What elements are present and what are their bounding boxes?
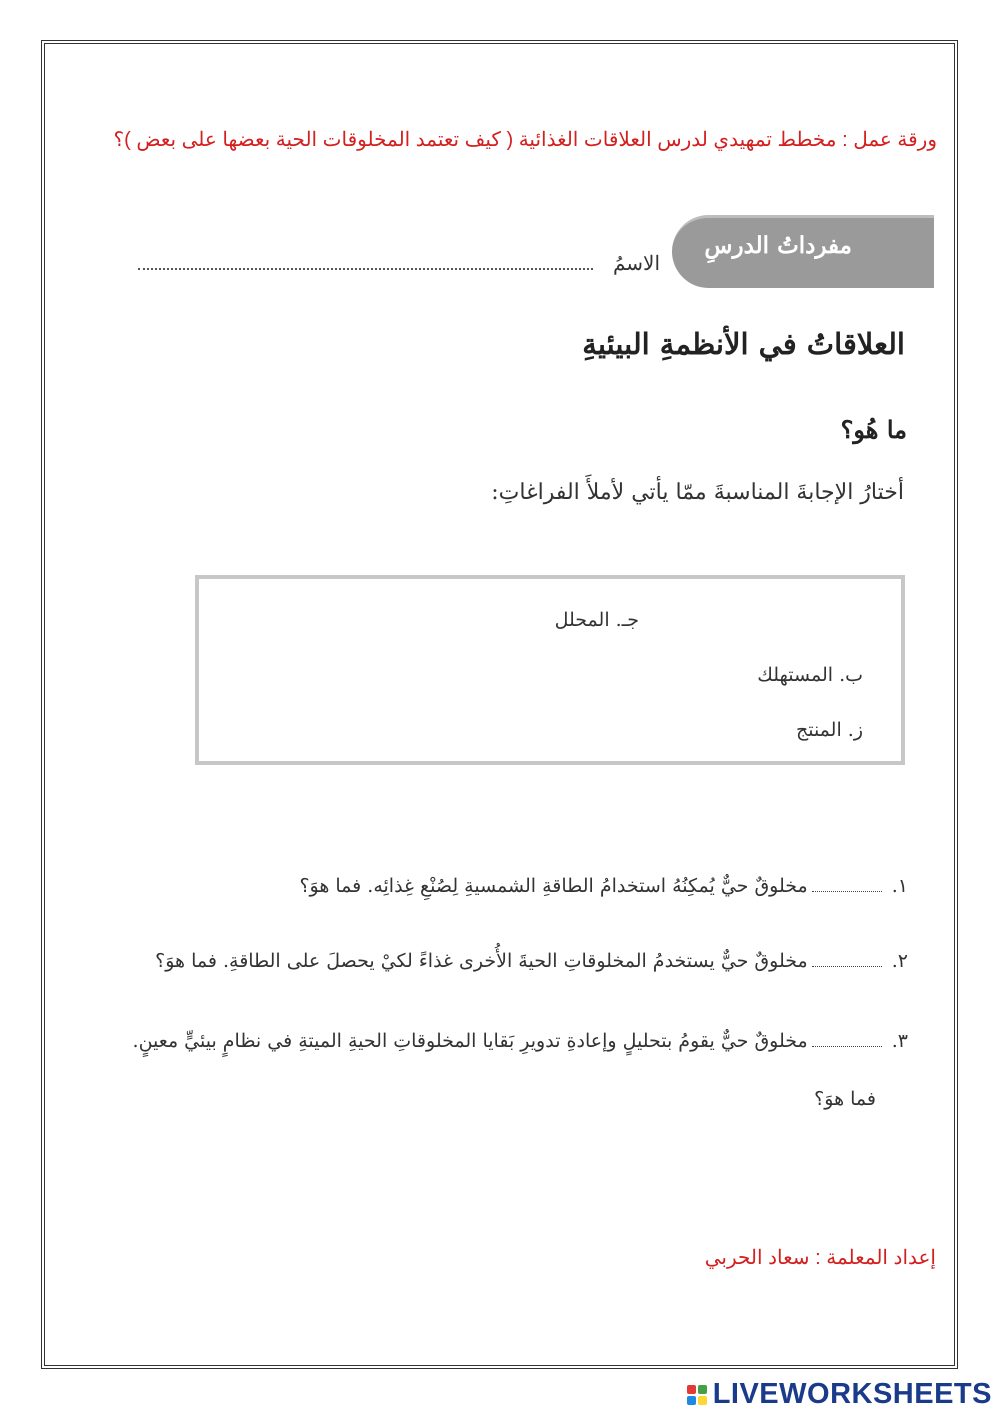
question-number: ٢. <box>891 950 908 972</box>
teacher-credit: إعداد المعلمة : سعاد الحربي <box>704 1247 936 1269</box>
choice-decomposer: جـ. المحلل <box>554 609 639 631</box>
answer-blank-2[interactable] <box>812 966 882 967</box>
answer-blank-1[interactable] <box>812 891 882 892</box>
question-heading: ما هُو؟ <box>840 415 907 444</box>
worksheet-title: ورقة عمل : مخطط تمهيدي لدرس العلاقات الغذائية ( كيف تعتمد المخلوقات الحية بعضها على بعض )؟ <box>113 129 937 151</box>
question-3-continuation: فما هوَ؟ <box>814 1088 876 1110</box>
name-label: الاسمُ <box>612 251 660 275</box>
question-number: ١. <box>891 875 908 897</box>
question-text: مخلوقٌ حيٌّ يُمكِنُهُ استخدامُ الطاقةِ الشمسيةِ لِصُنْعِ غِذائِه. فما هوَ؟ <box>299 875 808 897</box>
brand-name: LIVEWORKSHEETS <box>712 1378 992 1410</box>
instruction-text: أختارُ الإجابةَ المناسبةَ ممّا يأتي لأملأَ الفراغاتِ: <box>491 480 904 505</box>
section-title: العلاقاتُ في الأنظمةِ البيئيةِ <box>582 327 905 361</box>
question-3 <box>133 1030 908 1052</box>
choice-consumer: ب. المستهلك <box>757 664 863 686</box>
choice-producer: ز. المنتج <box>795 719 863 741</box>
choices-box <box>195 575 905 765</box>
brand-watermark <box>687 1378 992 1411</box>
question-text: مخلوقٌ حيٌّ يستخدمُ المخلوقاتِ الحيةَ الأُخرى غذاءً لكيْ يحصلَ على الطاقةِ. فما هوَ؟ <box>155 950 808 972</box>
question-text: مخلوقٌ حيٌّ يقومُ بتحليلٍ وإعادةِ تدويرِ بَقايا المخلوقاتِ الحيةِ الميتةِ في نظامٍ بيئيٍّ معينٍ. <box>132 1030 808 1052</box>
lesson-vocabulary-tab <box>672 215 934 288</box>
brand-logo-icon <box>687 1385 707 1405</box>
answer-blank-3[interactable] <box>812 1046 882 1047</box>
question-number: ٣. <box>891 1030 908 1052</box>
name-input-line[interactable] <box>138 268 593 270</box>
question-2 <box>155 950 908 972</box>
lesson-tab-label: مفرداتُ الدرسِ <box>704 232 852 259</box>
question-1 <box>299 875 908 897</box>
